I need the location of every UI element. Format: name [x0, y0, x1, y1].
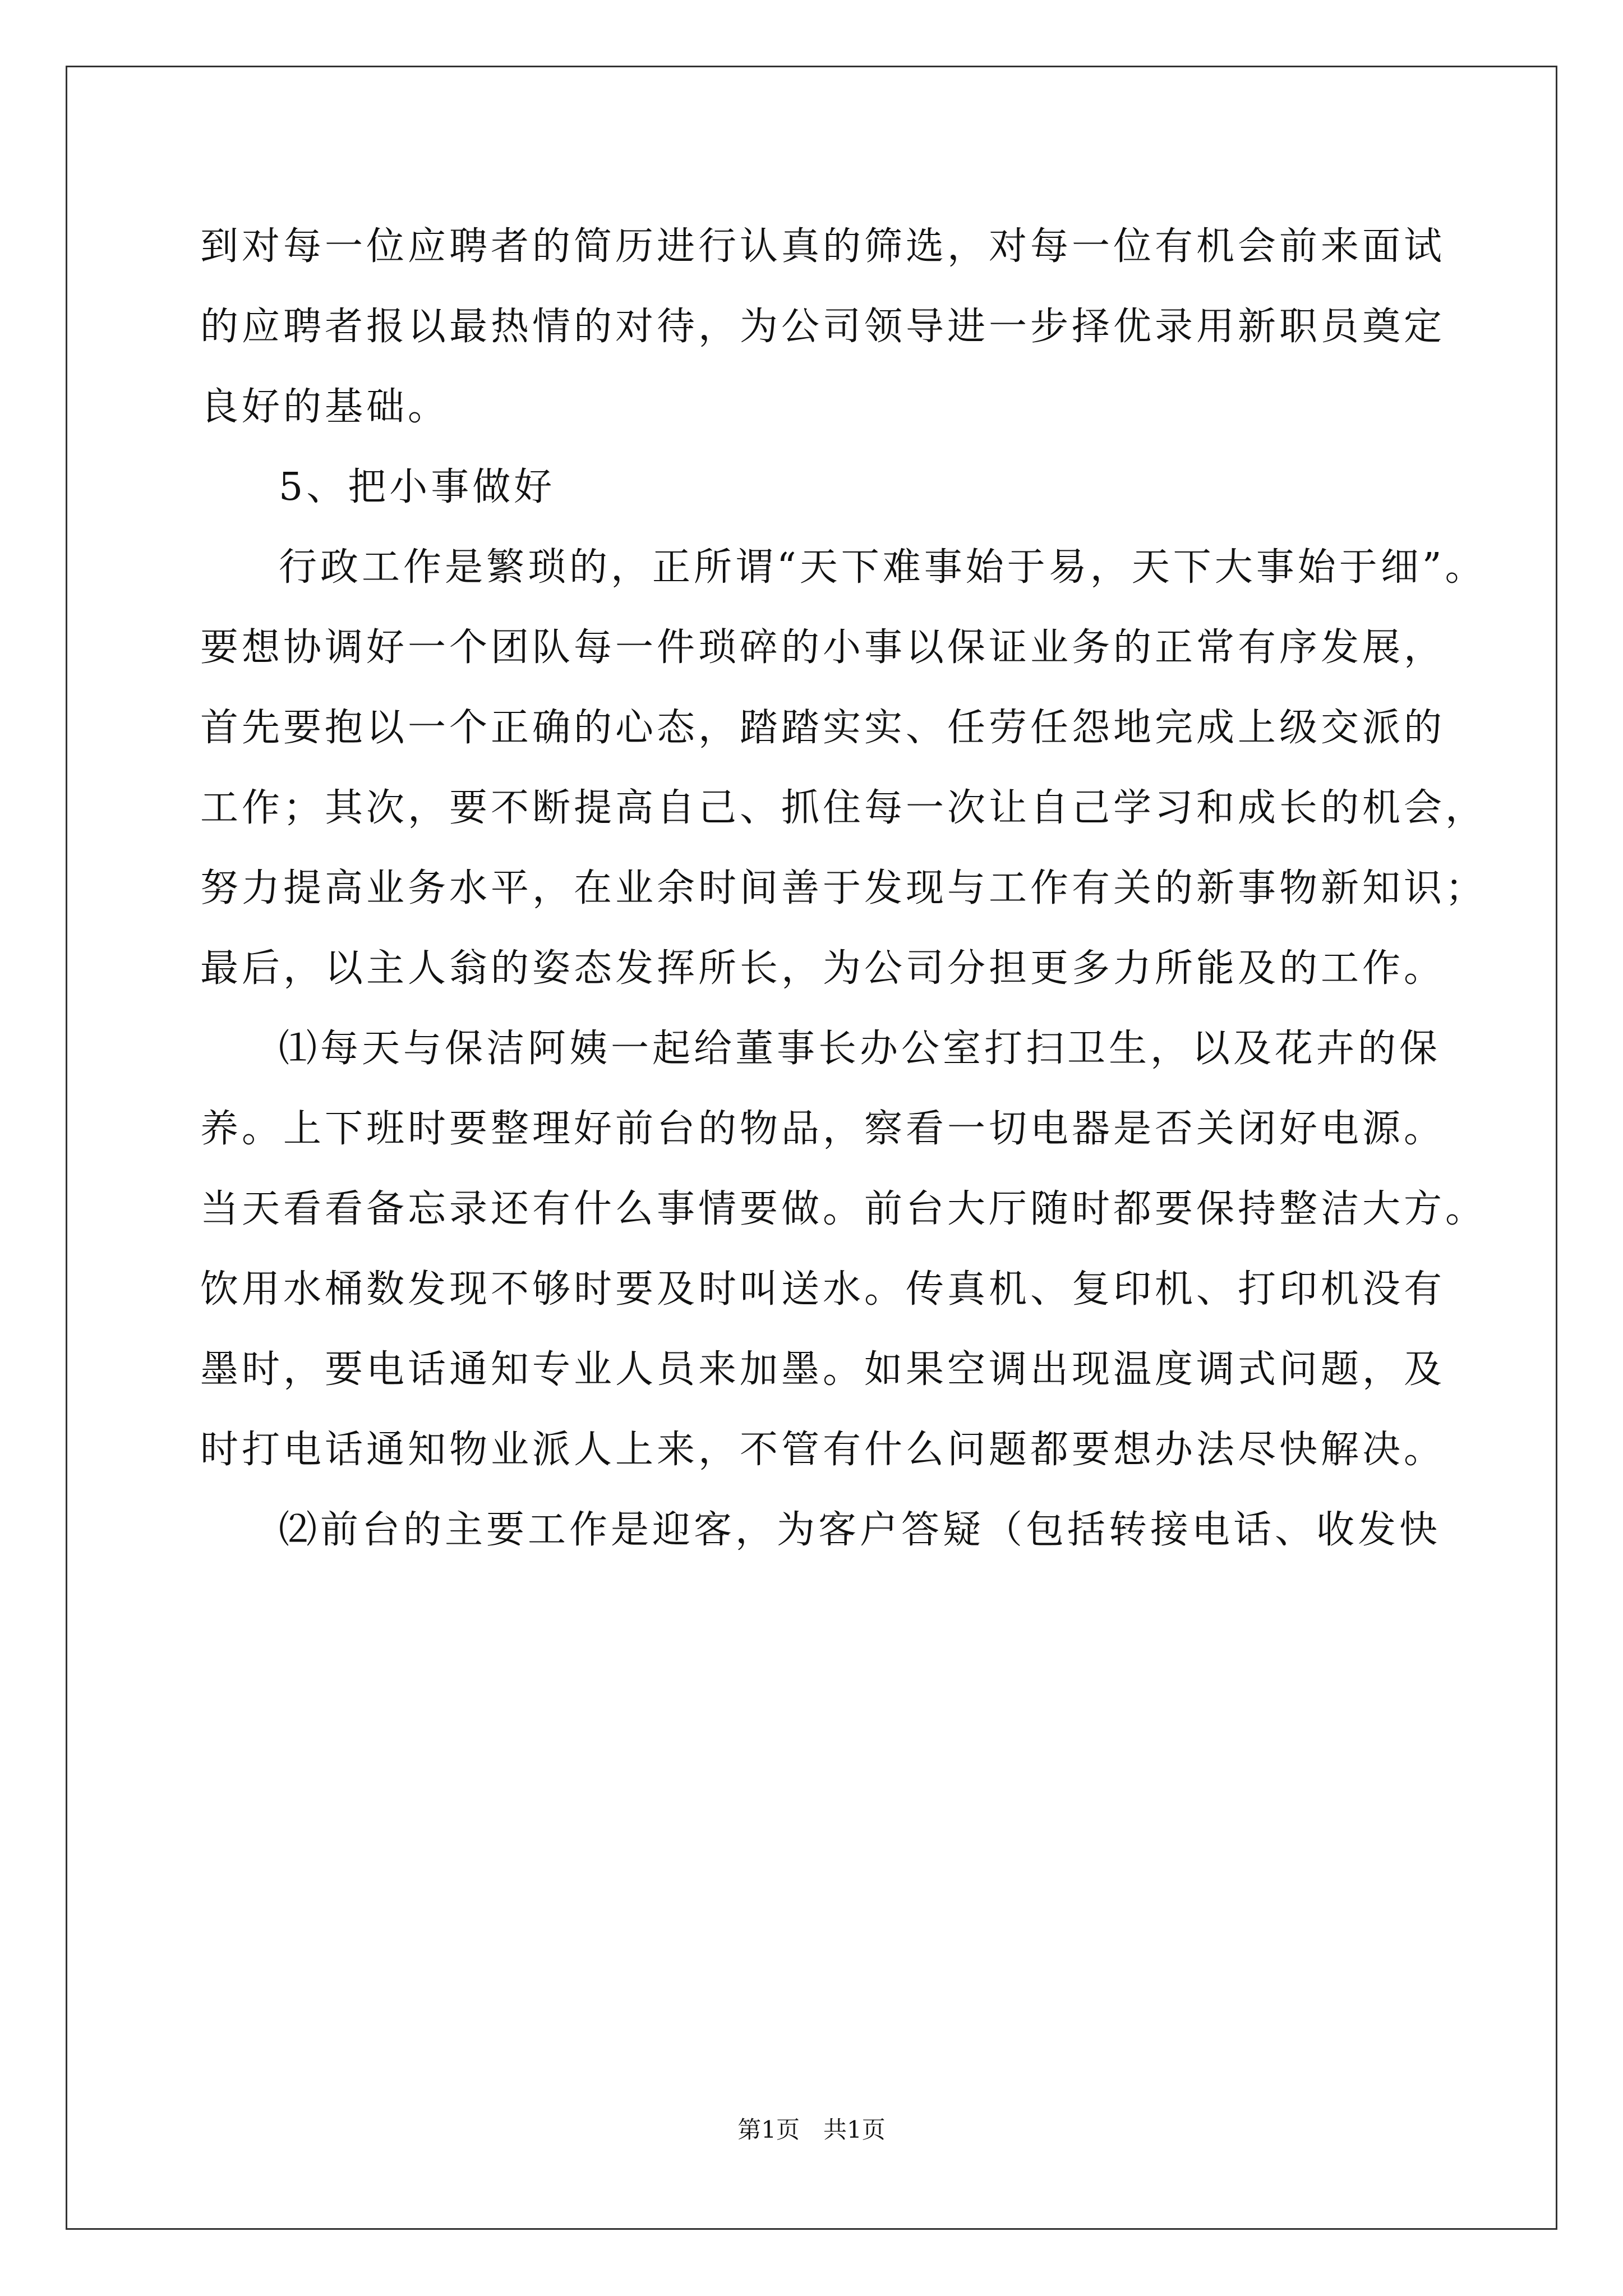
paragraph-line: 养。上下班时要整理好前台的物品，察看一切电器是否关闭好电源。 — [200, 1107, 1446, 1151]
paragraph-line: 当天看看备忘录还有什么事情要做。前台大厅随时都要保持整洁大方。 — [200, 1187, 1487, 1231]
page-footer: 第1页 共1页 — [737, 2116, 886, 2143]
paragraph-line: ⑴每天与保洁阿姨一起给董事长办公室打扫卫生，以及花卉的保 — [279, 1027, 1441, 1071]
paragraph-line: 行政工作是繁琐的，正所谓“天下难事始于易，天下大事始于细”。 — [279, 545, 1487, 590]
paragraph-line: 最后，以主人翁的姿态发挥所长，为公司分担更多力所能及的工作。 — [200, 946, 1446, 991]
paragraph-line: 时打电话通知物业派人上来，不管有什么问题都要想办法尽快解决。 — [200, 1428, 1446, 1472]
paragraph-line: 良好的基础。 — [200, 385, 450, 429]
paragraph-line: 首先要抱以一个正确的心态，踏踏实实、任劳任怨地完成上级交派的 — [200, 706, 1446, 750]
section-heading: 5、把小事做好 — [279, 465, 556, 509]
paragraph-line: 的应聘者报以最热情的对待，为公司领导进一步择优录用新职员奠定 — [200, 305, 1446, 349]
paragraph-line: 要想协调好一个团队每一件琐碎的小事以保证业务的正常有序发展， — [200, 625, 1446, 670]
paragraph-line: 墨时，要电话通知专业人员来加墨。如果空调出现温度调式问题，及 — [200, 1347, 1446, 1392]
paragraph-line: 到对每一位应聘者的简历进行认真的筛选，对每一位有机会前来面试 — [200, 224, 1446, 269]
paragraph-line: 努力提高业务水平，在业余时间善于发现与工作有关的新事物新知识； — [200, 866, 1487, 910]
paragraph-line: ⑵前台的主要工作是迎客，为客户答疑（包括转接电话、收发快 — [279, 1508, 1441, 1552]
paragraph-line: 工作；其次，要不断提高自己、抓住每一次让自己学习和成长的机会， — [200, 786, 1487, 830]
paragraph-line: 饮用水桶数发现不够时要及时叫送水。传真机、复印机、打印机没有 — [200, 1267, 1446, 1312]
